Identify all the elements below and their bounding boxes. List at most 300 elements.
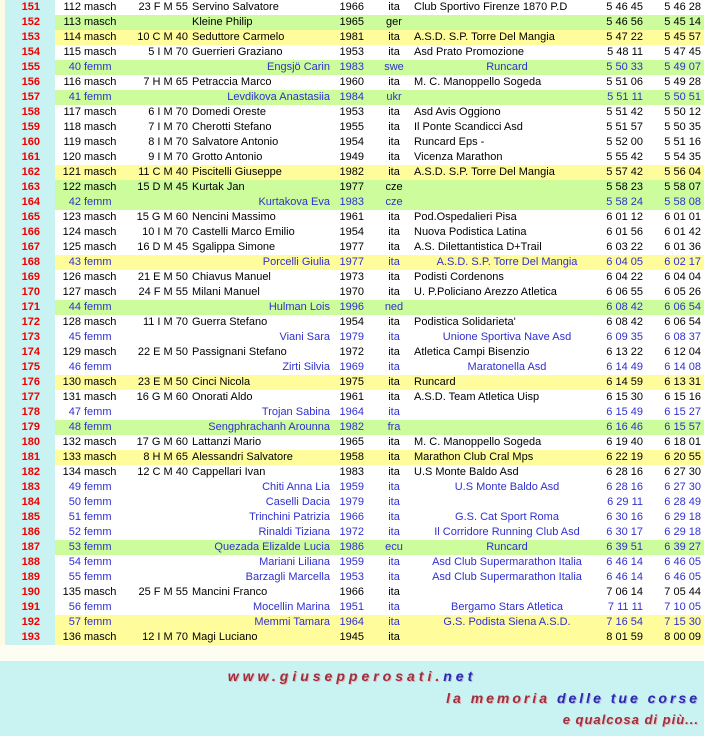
row-body — [55, 630, 704, 645]
table-row — [0, 150, 704, 165]
official-time: 5 50 33 — [606, 61, 643, 73]
row-body — [55, 90, 704, 105]
gender-label: femm — [84, 361, 112, 373]
athlete-name: Kurtakova Eva — [258, 196, 330, 208]
gender-rank: 131 — [62, 391, 81, 403]
birth-year: 1975 — [339, 376, 364, 388]
gender-rank: 132 — [62, 436, 81, 448]
real-time: 5 54 35 — [664, 151, 701, 163]
category-code — [129, 510, 188, 525]
gender-label: masch — [84, 226, 117, 238]
gender-rank: 119 — [63, 136, 81, 148]
row-body — [55, 420, 704, 435]
birth-year: 1983 — [339, 196, 364, 208]
club-name: A.S.D. S.P. Torre Del Mangia — [436, 256, 578, 268]
gender-rank: 126 — [62, 271, 81, 283]
real-time: 7 15 30 — [664, 616, 701, 628]
official-time: 6 13 22 — [606, 346, 643, 358]
gender-rank: 116 — [63, 76, 81, 88]
official-time: 6 08 42 — [606, 316, 643, 328]
official-time: 5 46 56 — [606, 16, 643, 28]
athlete-name: Mariani Liliana — [259, 556, 330, 568]
athlete-name: Levdikova Anastasiia — [227, 91, 330, 103]
club-name — [412, 495, 586, 510]
athlete-name: Domedi Oreste — [192, 106, 266, 118]
official-time: 6 30 16 — [606, 511, 643, 523]
overall-position: 161 — [21, 151, 40, 163]
official-time: 6 22 19 — [606, 451, 643, 463]
birth-year: 1954 — [339, 136, 364, 148]
row-body — [55, 240, 704, 255]
overall-position: 155 — [21, 61, 40, 73]
nationality-code: ita — [388, 271, 400, 283]
nationality-code: swe — [384, 61, 404, 73]
official-time: 5 47 22 — [606, 31, 643, 43]
athlete-name: Piscitelli Giuseppe — [192, 166, 282, 178]
athlete-name: Guerrieri Graziano — [192, 46, 283, 58]
birth-year: 1981 — [339, 31, 364, 43]
athlete-name: Mancini Franco — [192, 586, 268, 598]
row-body — [55, 315, 704, 330]
table-row — [0, 450, 704, 465]
real-time: 6 15 27 — [664, 406, 701, 418]
real-time: 6 39 27 — [664, 541, 701, 553]
official-time: 6 15 49 — [606, 406, 643, 418]
athlete-name: Nencini Massimo — [192, 211, 276, 223]
category-code — [129, 195, 188, 210]
category-code — [129, 420, 188, 435]
table-row — [0, 270, 704, 285]
athlete-name: Porcelli Giulia — [262, 256, 330, 268]
birth-year: 1959 — [339, 481, 364, 493]
table-row — [0, 510, 704, 525]
row-body — [55, 165, 704, 180]
athlete-name: Kurtak Jan — [192, 181, 245, 193]
birth-year: 1977 — [339, 256, 364, 268]
athlete-name: Cappellari Ivan — [192, 466, 266, 478]
athlete-name: Barzagli Marcella — [245, 571, 330, 583]
site-link[interactable] — [0, 668, 704, 684]
table-row — [0, 435, 704, 450]
nationality-code: ita — [388, 601, 400, 613]
gender-label: femm — [84, 571, 112, 583]
official-time: 6 19 40 — [606, 436, 643, 448]
real-time: 5 50 51 — [664, 91, 701, 103]
nationality-code: ita — [388, 286, 400, 298]
athlete-name: Cherotti Stefano — [192, 121, 272, 133]
real-time: 6 04 04 — [664, 271, 701, 283]
table-row — [0, 15, 704, 30]
birth-year: 1983 — [339, 466, 364, 478]
nationality-code: ita — [388, 511, 400, 523]
category-code — [129, 300, 188, 315]
gender-rank: 40 — [68, 61, 81, 73]
gender-rank: 57 — [68, 616, 81, 628]
official-time: 6 09 35 — [606, 331, 643, 343]
club-name: G.S. Cat Sport Roma — [455, 511, 559, 523]
nationality-code: ita — [388, 361, 400, 373]
birth-year: 1953 — [339, 106, 364, 118]
official-time: 6 29 11 — [607, 496, 643, 508]
table-row — [0, 375, 704, 390]
real-time: 5 49 07 — [664, 61, 701, 73]
gender-rank: 47 — [68, 406, 81, 418]
table-row — [0, 630, 704, 645]
row-body — [55, 105, 704, 120]
club-name — [412, 195, 586, 210]
category-code — [129, 405, 188, 420]
birth-year: 1977 — [339, 241, 364, 253]
gender-label: masch — [84, 316, 117, 328]
nationality-code: ukr — [386, 91, 402, 103]
overall-position: 193 — [21, 631, 40, 643]
category-code — [129, 540, 188, 555]
official-time: 5 58 24 — [606, 196, 643, 208]
official-time: 5 58 23 — [606, 181, 643, 193]
nationality-code: ita — [388, 256, 400, 268]
official-time: 7 11 11 — [607, 601, 643, 613]
official-time: 6 39 51 — [606, 541, 643, 553]
club-name: Marathon Club Cral Mps — [414, 451, 534, 463]
table-row — [0, 195, 704, 210]
overall-position: 181 — [21, 451, 40, 463]
nationality-code: ita — [388, 526, 400, 538]
category-code — [129, 330, 188, 345]
real-time: 5 46 28 — [664, 1, 701, 13]
gender-label: masch — [84, 241, 117, 253]
category-code: 25 F M 55 — [138, 586, 188, 598]
club-name: Vicenza Marathon — [414, 151, 503, 163]
nationality-code: ita — [388, 451, 400, 463]
gender-label: masch — [84, 46, 117, 58]
gender-rank: 133 — [62, 451, 81, 463]
real-time: 6 01 01 — [664, 211, 701, 223]
official-time: 6 08 42 — [606, 301, 643, 313]
real-time: 6 12 04 — [664, 346, 701, 358]
club-name: M. C. Manoppello Sogeda — [414, 76, 542, 88]
club-name — [412, 180, 586, 195]
row-body — [55, 150, 704, 165]
athlete-name: Trinchini Patrizia — [249, 511, 330, 523]
category-code — [129, 570, 188, 585]
gender-label: masch — [84, 151, 117, 163]
nationality-code: ita — [388, 616, 400, 628]
overall-position: 165 — [21, 211, 40, 223]
real-time: 6 28 49 — [664, 496, 701, 508]
overall-position: 191 — [21, 601, 40, 613]
birth-year: 1958 — [339, 451, 364, 463]
gender-label: masch — [84, 106, 117, 118]
nationality-code: ita — [388, 586, 400, 598]
overall-position: 152 — [21, 16, 40, 28]
nationality-code: ita — [388, 436, 400, 448]
birth-year: 1982 — [339, 166, 364, 178]
row-body — [55, 540, 704, 555]
table-row — [0, 600, 704, 615]
table-row — [0, 45, 704, 60]
gender-rank: 124 — [62, 226, 81, 238]
official-time: 7 16 54 — [606, 616, 643, 628]
nationality-code: fra — [387, 421, 401, 433]
table-row — [0, 615, 704, 630]
athlete-name: Hulman Lois — [268, 301, 330, 313]
gender-label: masch — [84, 466, 117, 478]
official-time: 6 46 14 — [606, 556, 643, 568]
club-name: Runcard — [486, 61, 528, 73]
category-code: 24 F M 55 — [138, 286, 188, 298]
gender-label: femm — [84, 421, 112, 433]
athlete-name: Alessandri Salvatore — [192, 451, 293, 463]
club-name — [412, 300, 586, 315]
overall-position: 182 — [21, 466, 40, 478]
row-body — [55, 0, 704, 15]
real-time: 6 29 18 — [664, 526, 701, 538]
gender-rank: 45 — [68, 331, 81, 343]
gender-label: masch — [84, 76, 117, 88]
club-name: Club Sportivo Firenze 1870 P.D — [414, 1, 568, 13]
real-time: 7 10 05 — [664, 601, 701, 613]
overall-position: 184 — [21, 496, 40, 508]
nationality-code: ita — [388, 346, 400, 358]
category-code — [129, 525, 188, 540]
gender-rank: 114 — [63, 31, 81, 43]
gender-label: femm — [84, 526, 112, 538]
category-code: 10 C M 40 — [137, 31, 188, 43]
athlete-name: Guerra Stefano — [192, 316, 268, 328]
athlete-name: Rinaldi Tiziana — [258, 526, 330, 538]
real-time: 6 29 18 — [664, 511, 701, 523]
club-name: Asd Club Supermarathon Italia — [432, 571, 582, 583]
table-row — [0, 390, 704, 405]
category-code: 12 C M 40 — [137, 466, 188, 478]
athlete-name: Petraccia Marco — [192, 76, 272, 88]
official-time: 8 01 59 — [606, 631, 643, 643]
club-name: Nuova Podistica Latina — [414, 226, 527, 238]
category-code: 17 G M 60 — [136, 436, 188, 448]
table-row — [0, 135, 704, 150]
real-time: 6 20 55 — [664, 451, 701, 463]
table-row — [0, 405, 704, 420]
overall-position: 169 — [21, 271, 40, 283]
row-body — [55, 435, 704, 450]
table-row — [0, 90, 704, 105]
club-name: A.S.D. Team Atletica Uisp — [414, 391, 540, 403]
athlete-name: Sengphrachanh Arounna — [208, 421, 330, 433]
nationality-code: ecu — [385, 541, 403, 553]
club-name: Atletica Campi Bisenzio — [414, 346, 530, 358]
real-time: 6 18 01 — [664, 436, 701, 448]
overall-position: 179 — [21, 421, 40, 433]
club-name: Unione Sportiva Nave Asd — [442, 331, 572, 343]
club-name: A.S. Dilettantistica D+Trail — [414, 241, 542, 253]
table-row — [0, 0, 704, 15]
row-body — [55, 135, 704, 150]
gender-label: masch — [84, 436, 117, 448]
athlete-name: Sgalippa Simone — [192, 241, 276, 253]
table-row — [0, 165, 704, 180]
table-row — [0, 345, 704, 360]
row-body — [55, 210, 704, 225]
gender-rank: 123 — [62, 211, 81, 223]
row-body — [55, 615, 704, 630]
category-code: 10 I M 70 — [142, 226, 188, 238]
gender-rank: 53 — [68, 541, 81, 553]
gender-rank: 52 — [68, 526, 81, 538]
table-row — [0, 30, 704, 45]
gender-rank: 42 — [68, 196, 81, 208]
birth-year: 1953 — [339, 46, 364, 58]
club-name: Podistica Solidarieta' — [414, 316, 516, 328]
category-code: 15 G M 60 — [136, 211, 188, 223]
club-name: Asd Prato Promozione — [414, 46, 525, 58]
row-body — [55, 60, 704, 75]
real-time: 5 47 45 — [664, 46, 701, 58]
overall-position: 190 — [21, 586, 40, 598]
nationality-code: ita — [388, 226, 400, 238]
real-time: 6 01 42 — [664, 226, 701, 238]
category-code: 8 H M 65 — [143, 451, 188, 463]
nationality-code: ita — [388, 241, 400, 253]
birth-year: 1954 — [339, 226, 364, 238]
table-row — [0, 300, 704, 315]
official-time: 5 57 42 — [606, 166, 643, 178]
gender-label: femm — [84, 331, 112, 343]
club-name: Bergamo Stars Atletica — [451, 601, 563, 613]
real-time: 6 02 17 — [664, 256, 701, 268]
nationality-code: ita — [388, 151, 400, 163]
nationality-code: ita — [388, 31, 400, 43]
gender-label: masch — [84, 631, 117, 643]
birth-year: 1966 — [339, 1, 364, 13]
real-time: 5 49 28 — [664, 76, 701, 88]
row-body — [55, 195, 704, 210]
real-time: 5 51 16 — [664, 136, 701, 148]
nationality-code: ita — [388, 166, 400, 178]
athlete-name: Quezada Elizalde Lucia — [214, 541, 330, 553]
official-time: 5 46 45 — [606, 1, 643, 13]
table-row — [0, 585, 704, 600]
table-row — [0, 75, 704, 90]
real-time: 5 50 12 — [664, 106, 701, 118]
gender-rank: 122 — [62, 181, 81, 193]
overall-position: 160 — [21, 136, 40, 148]
club-name: A.S.D. S.P. Torre Del Mangia — [414, 166, 555, 178]
club-name: Asd Avis Oggiono — [414, 106, 501, 118]
gender-rank: 120 — [62, 151, 81, 163]
row-body — [55, 555, 704, 570]
overall-position: 171 — [21, 301, 40, 313]
nationality-code: ita — [388, 76, 400, 88]
table-row — [0, 225, 704, 240]
overall-position: 153 — [21, 31, 40, 43]
birth-year: 1982 — [339, 421, 364, 433]
nationality-code: cze — [385, 196, 403, 208]
real-time: 5 45 57 — [664, 31, 701, 43]
category-code: 22 E M 50 — [137, 346, 188, 358]
gender-rank: 51 — [68, 511, 81, 523]
footer-banner — [0, 661, 704, 736]
nationality-code: ita — [388, 46, 400, 58]
overall-position: 164 — [21, 196, 40, 208]
club-name: Runcard — [414, 376, 456, 388]
gender-rank: 118 — [63, 121, 81, 133]
gender-label: femm — [84, 406, 112, 418]
gender-label: femm — [84, 481, 112, 493]
gender-rank: 112 — [63, 1, 81, 13]
table-row — [0, 570, 704, 585]
gender-rank: 117 — [63, 106, 81, 118]
official-time: 6 14 59 — [606, 376, 643, 388]
birth-year: 1961 — [339, 391, 364, 403]
table-row — [0, 285, 704, 300]
gender-rank: 136 — [62, 631, 81, 643]
club-name — [412, 15, 586, 30]
gender-label: masch — [84, 136, 117, 148]
table-row — [0, 180, 704, 195]
gender-label: masch — [84, 376, 117, 388]
row-body — [55, 75, 704, 90]
athlete-name: Grotto Antonio — [192, 151, 263, 163]
nationality-code: ita — [388, 106, 400, 118]
athlete-name: Engsjö Carin — [267, 61, 330, 73]
official-time: 6 01 12 — [606, 211, 643, 223]
gender-label: masch — [84, 286, 117, 298]
official-time: 6 28 16 — [606, 466, 643, 478]
category-code — [129, 615, 188, 630]
category-code — [129, 90, 188, 105]
official-time: 5 51 42 — [606, 106, 643, 118]
gender-label: masch — [84, 16, 117, 28]
real-time: 6 46 05 — [664, 556, 701, 568]
overall-position: 192 — [21, 616, 40, 628]
official-time: 6 06 55 — [606, 286, 643, 298]
gender-rank: 56 — [68, 601, 81, 613]
row-body — [55, 180, 704, 195]
gender-rank: 44 — [68, 301, 81, 313]
category-code — [129, 480, 188, 495]
category-code — [129, 60, 188, 75]
row-body — [55, 585, 704, 600]
official-time: 6 28 16 — [606, 481, 643, 493]
gender-label: femm — [84, 256, 112, 268]
athlete-name: Cinci Nicola — [192, 376, 251, 388]
overall-position: 158 — [21, 106, 40, 118]
birth-year: 1979 — [339, 496, 364, 508]
birth-year: 1979 — [339, 331, 364, 343]
birth-year: 1965 — [339, 436, 364, 448]
birth-year: 1951 — [339, 601, 364, 613]
club-name: G.S. Podista Siena A.S.D. — [443, 616, 571, 628]
overall-position: 162 — [21, 166, 40, 178]
real-time: 8 00 09 — [664, 631, 701, 643]
category-code: 7 H M 65 — [143, 76, 188, 88]
athlete-name: Lattanzi Mario — [192, 436, 262, 448]
athlete-name: Chiti Anna Lia — [262, 481, 330, 493]
birth-year: 1970 — [339, 286, 364, 298]
nationality-code: cze — [385, 181, 403, 193]
category-code — [129, 255, 188, 270]
real-time: 6 46 05 — [664, 571, 701, 583]
nationality-code: ita — [388, 406, 400, 418]
row-body — [55, 30, 704, 45]
birth-year: 1964 — [339, 406, 364, 418]
athlete-name: Caselli Dacia — [265, 496, 330, 508]
real-time: 6 15 57 — [664, 421, 701, 433]
club-name — [412, 420, 586, 435]
nationality-code: ita — [388, 121, 400, 133]
official-time: 6 16 46 — [606, 421, 643, 433]
category-code: 16 G M 60 — [136, 391, 188, 403]
